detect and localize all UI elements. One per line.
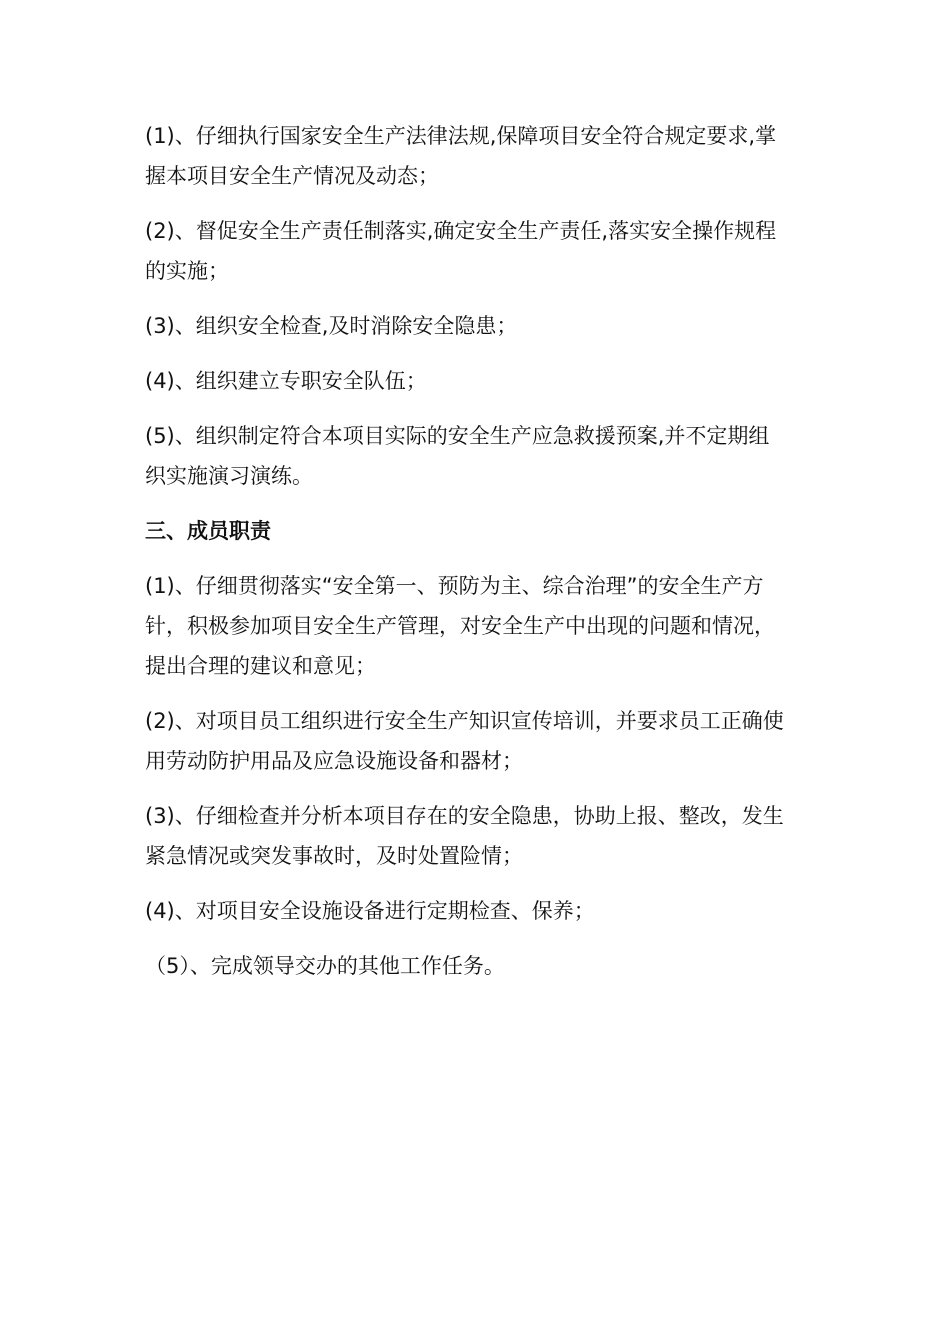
- list-item: (5)、组织制定符合本项目实际的安全生产应急救援预案,并不定期组织实施演习演练。: [145, 424, 770, 488]
- list-item: (3)、仔细检查并分析本项目存在的安全隐患，协助上报、整改，发生紧急情况或突发事故时，及时处置险情；: [145, 804, 784, 868]
- list-item: (1)、仔细贯彻落实“安全第一、预防为主、综合治理”的安全生产方针，积极参加项目安全生产管理，对安全生产中出现的问题和情况，提出合理的建议和意见；: [145, 574, 775, 678]
- list-item: (4)、对项目安全设施设备进行定期检查、保养；: [145, 899, 595, 923]
- list-item: (2)、对项目员工组织进行安全生产知识宣传培训，并要求员工正确使用劳动防护用品及应急设施设备和器材；: [145, 709, 784, 773]
- list-item: (2)、督促安全生产责任制落实,确定安全生产责任,落实安全操作规程的实施；: [145, 219, 777, 283]
- list-item: (3)、组织安全检查,及时消除安全隐患；: [145, 314, 518, 338]
- document-body: [145, 116, 785, 1001]
- section-heading: 三、成员职责: [145, 519, 271, 543]
- list-item: （5）、完成领导交办的其他工作任务。: [145, 954, 505, 978]
- list-item: (4)、组织建立专职安全队伍；: [145, 369, 427, 393]
- list-item: (1)、仔细执行国家安全生产法律法规,保障项目安全符合规定要求,掌握本项目安全生产情况及动态；: [145, 124, 777, 188]
